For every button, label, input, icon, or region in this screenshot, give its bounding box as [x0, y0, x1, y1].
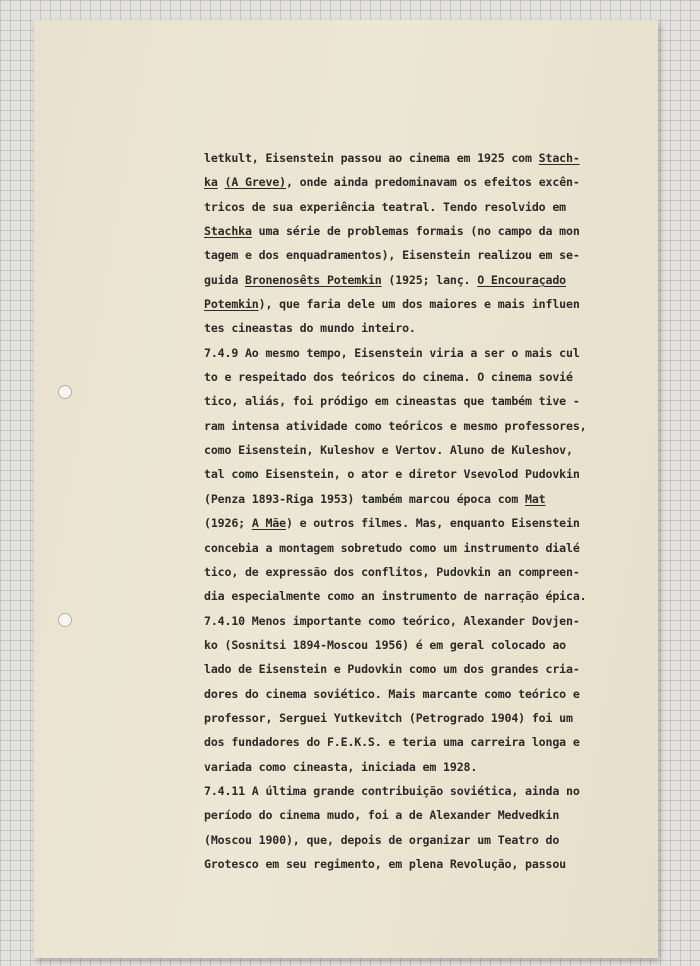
text-line — [204, 195, 664, 219]
text-line — [204, 316, 664, 340]
text-line — [204, 657, 664, 681]
text-segment — [218, 175, 225, 189]
text-segment: to e respeitado dos teóricos do cinema. O cinema sovié — [204, 370, 573, 385]
text-line — [204, 292, 664, 316]
text-segment: professor, Serguei Yutkevitch (Petrogrado 1904) foi um — [204, 710, 573, 725]
text-line — [204, 633, 664, 657]
text-segment: período do cinema mudo, foi a de Alexander Medvedkin — [204, 808, 560, 823]
text-segment: (1926; — [204, 516, 252, 531]
underlined-title: Stachka — [204, 224, 252, 239]
text-line — [204, 779, 664, 803]
text-segment: Grotesco em seu regimento, em plena Revolução, passou — [204, 856, 566, 871]
underlined-title: ka — [204, 175, 218, 190]
text-line — [204, 462, 664, 486]
typewritten-text — [204, 146, 664, 876]
text-line — [204, 828, 664, 852]
text-segment: concebia a montagem sobretudo como um instrumento dialé — [204, 540, 580, 555]
underlined-title: Bronenosêts Potemkin — [244, 272, 382, 287]
text-line — [204, 243, 664, 267]
text-segment: 7.4.10 Menos importante como teórico, Alexander Dovjen- — [204, 613, 580, 628]
text-segment: dores do cinema soviético. Mais marcante como teórico e — [204, 686, 580, 701]
text-segment: ko (Sosnitsi 1894-Moscou 1956) é em geral colocado ao — [204, 637, 566, 652]
text-line — [204, 170, 664, 194]
text-line — [204, 609, 664, 633]
underlined-title: O Encouraçado — [477, 272, 567, 287]
text-line — [204, 219, 664, 243]
text-line — [204, 730, 664, 754]
text-segment: lado de Eisenstein e Pudovkin como um dos grandes cria- — [204, 662, 580, 677]
text-line — [204, 536, 664, 560]
underlined-title: Mat — [525, 491, 546, 506]
underlined-title: Potemkin — [204, 297, 259, 312]
text-line — [204, 803, 664, 827]
text-line — [204, 682, 664, 706]
text-segment: ) e outros filmes. Mas, enquanto Eisenstein — [285, 516, 580, 531]
text-segment: variada como cineasta, iniciada em 1928. — [204, 759, 478, 774]
text-line — [204, 365, 664, 389]
text-line — [204, 511, 664, 535]
text-segment: guida — [204, 272, 245, 287]
text-segment: uma série de problemas formais (no campo da mon — [251, 224, 580, 239]
typewritten-page — [34, 20, 658, 958]
text-segment: tico, de expressão dos conflitos, Pudovkin an compreen- — [204, 564, 580, 579]
text-segment: tal como Eisenstein, o ator e diretor Vsevolod Pudovkin — [204, 467, 580, 482]
text-line — [204, 487, 664, 511]
underlined-title: Stach- — [538, 151, 580, 165]
text-segment: tes cineastas do mundo inteiro. — [204, 321, 416, 336]
text-line — [204, 389, 664, 413]
underlined-title: A Mãe — [251, 516, 286, 531]
text-line — [204, 852, 664, 876]
text-segment: dia especialmente como an instrumento de narração épica. — [204, 589, 587, 604]
text-segment: tico, aliás, foi pródigo em cineastas que também tive - — [204, 394, 580, 409]
text-line — [204, 414, 664, 438]
text-line — [204, 341, 664, 365]
underlined-title: (A Greve) — [224, 175, 286, 190]
text-line — [204, 706, 664, 730]
text-segment: (Moscou 1900), que, depois de organizar um Teatro do — [204, 832, 560, 847]
text-segment: letkult, Eisenstein passou ao cinema em 1925 com — [204, 151, 539, 165]
text-segment: , onde ainda predominavam os efeitos excên- — [286, 175, 580, 190]
text-line — [204, 268, 664, 292]
text-segment: (Penza 1893-Riga 1953) também marcou época com — [204, 491, 526, 506]
text-line — [204, 438, 664, 462]
text-segment: tagem e dos enquadramentos), Eisenstein realizou em se- — [204, 248, 580, 263]
text-line — [204, 146, 664, 170]
text-segment: como Eisenstein, Kuleshov e Vertov. Aluno de Kuleshov, — [204, 443, 573, 458]
text-segment: ram intensa atividade como teóricos e mesmo professores, — [204, 418, 587, 433]
text-segment: (1925; lanç. — [381, 272, 478, 287]
text-segment: tricos de sua experiência teatral. Tendo resolvido em — [204, 199, 566, 214]
text-segment: 7.4.9 Ao mesmo tempo, Eisenstein viria a ser o mais cul — [204, 345, 580, 360]
text-line — [204, 755, 664, 779]
text-line — [204, 584, 664, 608]
text-segment: ), que faria dele um dos maiores e mais influen — [258, 297, 580, 312]
punch-hole-lower — [58, 613, 72, 627]
text-segment: dos fundadores do F.E.K.S. e teria uma carreira longa e — [204, 735, 580, 750]
text-line — [204, 560, 664, 584]
punch-hole-upper — [58, 385, 72, 399]
text-segment: 7.4.11 A última grande contribuição soviética, ainda no — [204, 783, 580, 798]
